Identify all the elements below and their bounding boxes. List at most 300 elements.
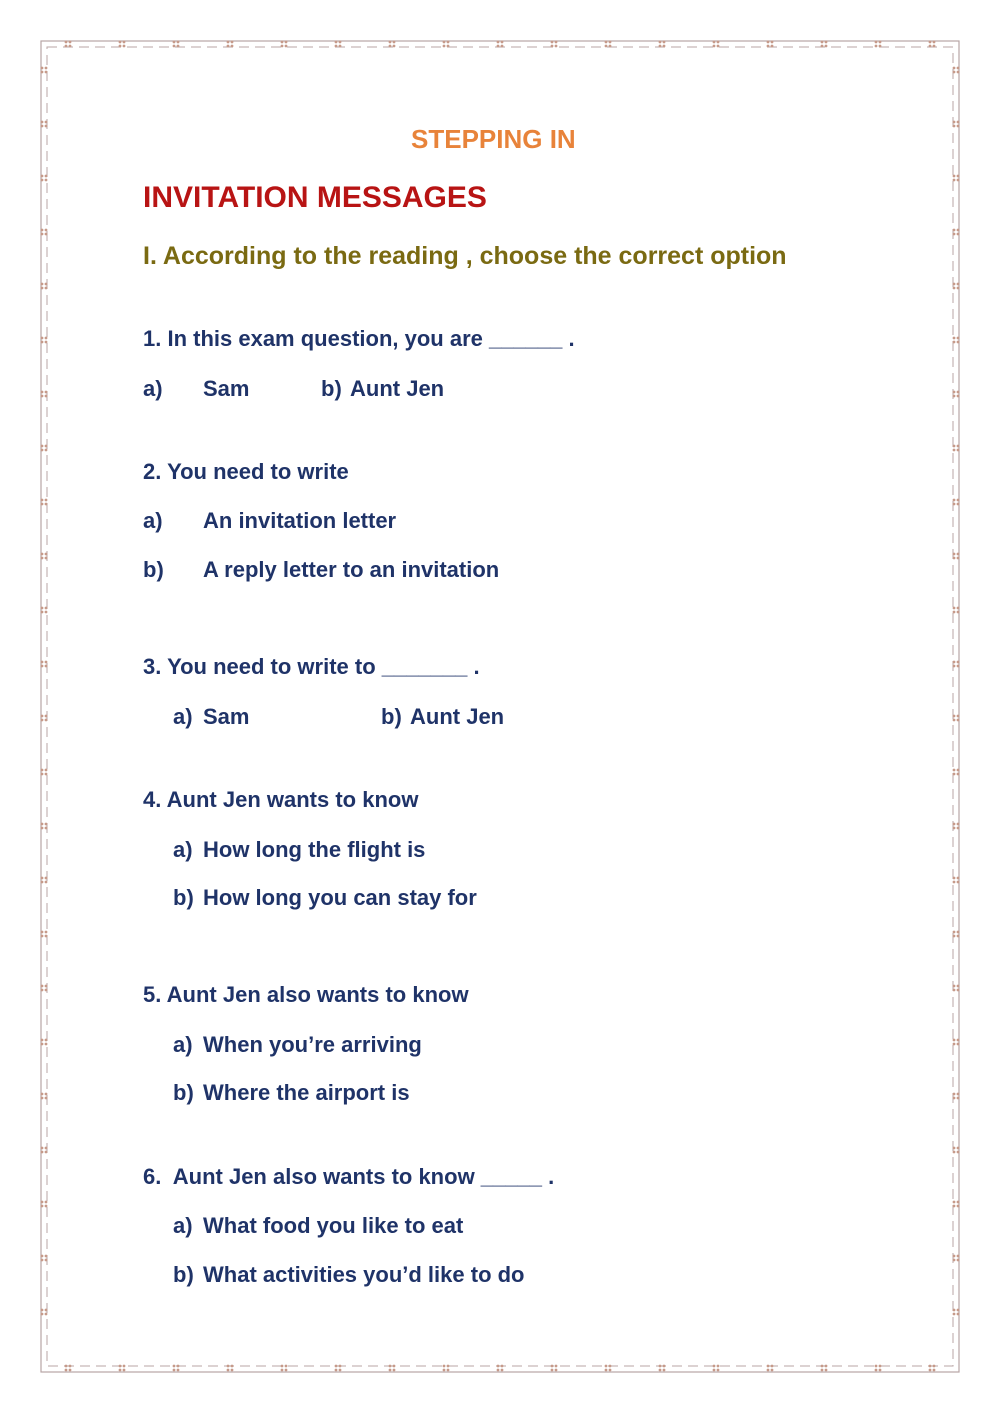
question-2-option-b-label: b): [143, 557, 164, 582]
border-ornament-dot: [497, 1365, 500, 1368]
border-ornament-dot: [389, 41, 392, 44]
border-ornament-dot: [953, 665, 956, 668]
border-ornament-dot: [957, 125, 960, 128]
border-ornament-dot: [953, 1205, 956, 1208]
border-ornament-dot: [41, 769, 44, 772]
border-ornament-dot: [953, 1255, 956, 1258]
border-ornament-dot: [393, 1369, 396, 1372]
border-ornament-dot: [659, 45, 662, 48]
border-ornament-dot: [45, 665, 48, 668]
border-ornament-dot: [957, 1093, 960, 1096]
question-3-option-b-text[interactable]: Aunt Jen: [410, 704, 505, 729]
border-ornament-dot: [713, 45, 716, 48]
border-ornament-dot: [957, 665, 960, 668]
border-ornament-dot: [717, 1369, 720, 1372]
border-ornament-dot: [281, 1369, 284, 1372]
border-ornament-dot: [771, 1369, 774, 1372]
border-ornament-dot: [551, 1369, 554, 1372]
border-ornament-dot: [335, 1369, 338, 1372]
border-ornament-dot: [957, 121, 960, 124]
border-ornament-dot: [953, 391, 956, 394]
border-ornament-dot: [957, 881, 960, 884]
border-ornament-dot: [497, 41, 500, 44]
border-ornament-dot: [177, 41, 180, 44]
border-ornament-dot: [953, 1151, 956, 1154]
border-ornament-dot: [767, 1365, 770, 1368]
border-ornament-dot: [879, 1369, 882, 1372]
border-ornament-dot: [953, 287, 956, 290]
border-ornament-dot: [41, 445, 44, 448]
border-ornament-dot: [953, 503, 956, 506]
question-4-option-b-text[interactable]: How long you can stay for: [203, 885, 477, 910]
border-ornament-dot: [41, 607, 44, 610]
border-ornament-dot: [957, 823, 960, 826]
border-ornament-dot: [173, 1369, 176, 1372]
border-ornament-dot: [957, 1147, 960, 1150]
border-ornament-dot: [875, 45, 878, 48]
border-ornament-dot: [41, 719, 44, 722]
border-ornament-dot: [41, 877, 44, 880]
border-ornament-dot: [953, 827, 956, 830]
border-ornament-dot: [767, 1369, 770, 1372]
border-ornament-dot: [119, 45, 122, 48]
border-ornament-dot: [173, 45, 176, 48]
border-ornament-dot: [957, 1097, 960, 1100]
border-ornament-dot: [45, 337, 48, 340]
border-ornament-dot: [605, 41, 608, 44]
border-ornament-dot: [953, 773, 956, 776]
question-6-option-b-label: b): [173, 1262, 194, 1287]
border-ornament-dot: [953, 337, 956, 340]
border-ornament-dot: [41, 175, 44, 178]
border-ornament-dot: [45, 1039, 48, 1042]
border-ornament-dot: [41, 1205, 44, 1208]
border-ornament-dot: [41, 283, 44, 286]
border-ornament-dot: [953, 1147, 956, 1150]
border-ornament-dot: [41, 1255, 44, 1258]
border-ornament-dot: [659, 1365, 662, 1368]
border-ornament-dot: [45, 1201, 48, 1204]
border-ornament-dot: [119, 41, 122, 44]
border-ornament-dot: [879, 45, 882, 48]
border-ornament-dot: [555, 41, 558, 44]
border-ornament-dot: [69, 1369, 72, 1372]
border-ornament-dot: [45, 67, 48, 70]
border-ornament-dot: [953, 125, 956, 128]
border-ornament-dot: [953, 341, 956, 344]
border-ornament-dot: [41, 503, 44, 506]
border-ornament-dot: [339, 45, 342, 48]
border-ornament-dot: [447, 45, 450, 48]
border-ornament-dot: [41, 827, 44, 830]
border-ornament-dot: [953, 1039, 956, 1042]
border-ornament-dot: [933, 1365, 936, 1368]
border-ornament-dot: [953, 179, 956, 182]
border-ornament-dot: [957, 229, 960, 232]
border-ornament-dot: [501, 45, 504, 48]
border-ornament-dot: [953, 229, 956, 232]
border-ornament-dot: [123, 1365, 126, 1368]
border-ornament-dot: [45, 1309, 48, 1312]
border-ornament-dot: [957, 71, 960, 74]
border-ornament-dot: [953, 881, 956, 884]
border-ornament-dot: [555, 1365, 558, 1368]
border-ornament-dot: [929, 1369, 932, 1372]
border-ornament-dot: [953, 1043, 956, 1046]
question-2-stem: 2. You need to write: [143, 459, 349, 484]
border-ornament-dot: [41, 395, 44, 398]
border-ornament-dot: [825, 1369, 828, 1372]
border-ornament-dot: [957, 827, 960, 830]
border-ornament-dot: [45, 607, 48, 610]
border-ornament-dot: [41, 557, 44, 560]
border-ornament-dot: [65, 45, 68, 48]
page-title: INVITATION MESSAGES: [143, 181, 487, 214]
border-ornament-dot: [69, 41, 72, 44]
instruction-heading: I. According to the reading , choose the correct option: [143, 242, 787, 270]
border-ornament-dot: [957, 769, 960, 772]
border-ornament-dot: [41, 229, 44, 232]
border-ornament-dot: [45, 283, 48, 286]
border-ornament-dot: [953, 661, 956, 664]
border-ornament-dot: [41, 1313, 44, 1316]
border-ornament-dot: [41, 1093, 44, 1096]
border-ornament-dot: [957, 341, 960, 344]
border-ornament-dot: [933, 1369, 936, 1372]
border-ornament-dot: [173, 1365, 176, 1368]
border-ornament-dot: [41, 287, 44, 290]
border-ornament-dot: [41, 935, 44, 938]
border-ornament-dot: [953, 719, 956, 722]
border-ornament-dot: [663, 45, 666, 48]
border-ornament-dot: [953, 607, 956, 610]
border-ornament-dot: [953, 985, 956, 988]
border-ornament-dot: [825, 1365, 828, 1368]
border-ornament-dot: [957, 553, 960, 556]
border-ornament-dot: [957, 931, 960, 934]
border-ornament-dot: [957, 445, 960, 448]
border-ornament-dot: [231, 1365, 234, 1368]
border-ornament-dot: [231, 1369, 234, 1372]
border-ornament-dot: [957, 661, 960, 664]
border-ornament-dot: [953, 1259, 956, 1262]
question-5-option-b-text[interactable]: Where the airport is: [203, 1080, 410, 1105]
border-ornament-dot: [953, 823, 956, 826]
question-6-option-a-label: a): [173, 1213, 193, 1238]
border-ornament-dot: [767, 41, 770, 44]
border-ornament-dot: [551, 1365, 554, 1368]
border-ornament-dot: [393, 41, 396, 44]
border-ornament-dot: [123, 1369, 126, 1372]
question-4-option-a-text[interactable]: How long the flight is: [203, 837, 426, 862]
border-ornament-dot: [335, 1365, 338, 1368]
border-ornament-dot: [609, 45, 612, 48]
border-ornament-dot: [41, 1147, 44, 1150]
border-ornament-dot: [227, 45, 230, 48]
border-ornament-dot: [123, 41, 126, 44]
border-ornament-dot: [497, 45, 500, 48]
border-ornament-dot: [825, 41, 828, 44]
border-ornament-dot: [875, 1369, 878, 1372]
border-ornament-dot: [45, 553, 48, 556]
border-ornament-dot: [335, 45, 338, 48]
border-ornament-dot: [339, 1369, 342, 1372]
border-ornament-dot: [953, 611, 956, 614]
border-ornament-dot: [933, 41, 936, 44]
question-6-option-b-text[interactable]: What activities you’d like to do: [203, 1262, 525, 1287]
question-5-stem: 5. Aunt Jen also wants to know: [143, 982, 469, 1007]
border-ornament-dot: [45, 827, 48, 830]
border-ornament-dot: [41, 1043, 44, 1046]
border-ornament-dot: [953, 283, 956, 286]
border-ornament-dot: [821, 41, 824, 44]
border-ornament-dot: [45, 881, 48, 884]
border-ornament-dot: [389, 45, 392, 48]
border-ornament-dot: [953, 1313, 956, 1316]
border-ornament-dot: [45, 557, 48, 560]
border-ornament-dot: [497, 1369, 500, 1372]
border-ornament-dot: [953, 233, 956, 236]
border-ornament-dot: [41, 121, 44, 124]
border-ornament-dot: [41, 125, 44, 128]
border-ornament-dot: [339, 41, 342, 44]
border-ornament-dot: [929, 45, 932, 48]
border-ornament-dot: [821, 1365, 824, 1368]
border-ornament-dot: [659, 41, 662, 44]
border-ornament-dot: [65, 41, 68, 44]
question-3-option-b-label: b): [381, 704, 402, 729]
border-ornament-dot: [953, 715, 956, 718]
border-ornament-dot: [953, 71, 956, 74]
question-2-option-b-text[interactable]: A reply letter to an invitation: [203, 557, 500, 582]
border-ornament-dot: [41, 661, 44, 664]
border-ornament-dot: [953, 989, 956, 992]
border-ornament-dot: [393, 45, 396, 48]
border-ornament-dot: [69, 45, 72, 48]
border-ornament-dot: [957, 449, 960, 452]
border-ornament-dot: [231, 41, 234, 44]
border-ornament-dot: [957, 391, 960, 394]
border-ornament-dot: [953, 395, 956, 398]
border-ornament-dot: [957, 499, 960, 502]
border-ornament-dot: [45, 449, 48, 452]
border-ornament-dot: [231, 45, 234, 48]
border-ornament-dot: [551, 41, 554, 44]
border-ornament-dot: [45, 391, 48, 394]
border-ornament-dot: [281, 45, 284, 48]
border-ornament-dot: [957, 67, 960, 70]
page-kicker: STEPPING IN: [411, 124, 576, 154]
border-ornament-dot: [45, 121, 48, 124]
border-ornament-dot: [957, 935, 960, 938]
border-ornament-dot: [45, 175, 48, 178]
border-ornament-dot: [45, 715, 48, 718]
question-4-option-b-label: b): [173, 885, 194, 910]
border-ornament-dot: [41, 1259, 44, 1262]
border-ornament-dot: [555, 45, 558, 48]
border-ornament-dot: [957, 1259, 960, 1262]
border-ornament-dot: [45, 985, 48, 988]
border-ornament-dot: [957, 1043, 960, 1046]
border-ornament-dot: [957, 283, 960, 286]
border-ornament-dot: [953, 557, 956, 560]
border-ornament-dot: [41, 391, 44, 394]
border-ornament-dot: [609, 41, 612, 44]
border-ornament-dot: [45, 769, 48, 772]
border-ornament-dot: [41, 665, 44, 668]
question-2-option-a-label: a): [143, 508, 163, 533]
border-ornament-dot: [879, 41, 882, 44]
border-ornament-dot: [501, 41, 504, 44]
border-ornament-dot: [957, 985, 960, 988]
border-ornament-dot: [605, 1369, 608, 1372]
border-ornament-dot: [45, 719, 48, 722]
border-ornament-dot: [957, 877, 960, 880]
border-ornament-dot: [45, 445, 48, 448]
question-1-option-b-text[interactable]: Aunt Jen: [350, 376, 445, 401]
border-ornament-dot: [875, 41, 878, 44]
border-ornament-dot: [41, 773, 44, 776]
border-ornament-dot: [771, 41, 774, 44]
border-ornament-dot: [41, 823, 44, 826]
border-ornament-dot: [957, 607, 960, 610]
border-ornament-dot: [41, 611, 44, 614]
border-ornament-dot: [953, 499, 956, 502]
border-ornament-dot: [713, 1369, 716, 1372]
border-ornament-dot: [45, 773, 48, 776]
border-ornament-dot: [45, 931, 48, 934]
question-3-option-a-label: a): [173, 704, 193, 729]
border-ornament-dot: [717, 45, 720, 48]
border-ornament-dot: [713, 41, 716, 44]
border-ornament-dot: [41, 449, 44, 452]
border-ornament-dot: [767, 45, 770, 48]
question-5-option-b-label: b): [173, 1080, 194, 1105]
border-ornament-dot: [41, 989, 44, 992]
border-ornament-dot: [119, 1369, 122, 1372]
border-ornament-dot: [45, 877, 48, 880]
border-ornament-dot: [447, 41, 450, 44]
border-ornament-dot: [953, 935, 956, 938]
border-ornament-dot: [41, 499, 44, 502]
border-ornament-dot: [609, 1369, 612, 1372]
border-ornament-dot: [957, 1309, 960, 1312]
border-ornament-dot: [227, 1369, 230, 1372]
border-ornament-dot: [41, 1151, 44, 1154]
border-ornament-dot: [65, 1365, 68, 1368]
border-ornament-dot: [45, 395, 48, 398]
border-ornament-dot: [957, 337, 960, 340]
border-ornament-dot: [953, 931, 956, 934]
border-ornament-dot: [45, 1097, 48, 1100]
border-ornament-dot: [875, 1365, 878, 1368]
question-4-option-a-label: a): [173, 837, 193, 862]
border-ornament-dot: [953, 769, 956, 772]
border-ornament-dot: [119, 1365, 122, 1368]
border-ornament-dot: [957, 611, 960, 614]
border-ornament-dot: [45, 1313, 48, 1316]
border-ornament-dot: [45, 1093, 48, 1096]
question-3-option-a-text[interactable]: Sam: [203, 704, 250, 729]
question-5-option-a-text[interactable]: When you’re arriving: [203, 1032, 422, 1057]
border-ornament-dot: [879, 1365, 882, 1368]
border-ornament-dot: [45, 1147, 48, 1150]
border-ornament-dot: [389, 1369, 392, 1372]
border-ornament-dot: [41, 233, 44, 236]
question-1-option-a-text[interactable]: Sam: [203, 376, 250, 401]
border-ornament-dot: [177, 1369, 180, 1372]
border-ornament-dot: [443, 45, 446, 48]
question-1-stem: 1. In this exam question, you are ______ .: [143, 326, 575, 351]
border-ornament-dot: [45, 1151, 48, 1154]
border-ornament-dot: [957, 989, 960, 992]
border-ornament-dot: [285, 45, 288, 48]
border-ornament-dot: [443, 41, 446, 44]
border-ornament-dot: [41, 337, 44, 340]
border-ornament-dot: [605, 1365, 608, 1368]
border-ornament-dot: [45, 233, 48, 236]
border-ornament-dot: [45, 341, 48, 344]
border-ornament-dot: [717, 41, 720, 44]
question-5-option-a-label: a): [173, 1032, 193, 1057]
border-ornament-dot: [821, 1369, 824, 1372]
border-ornament-dot: [713, 1365, 716, 1368]
border-ornament-dot: [41, 1201, 44, 1204]
border-ornament-dot: [281, 1365, 284, 1368]
border-ornament-dot: [41, 715, 44, 718]
border-ornament-dot: [45, 1205, 48, 1208]
question-2-option-a-text[interactable]: An invitation letter: [203, 508, 397, 533]
border-ornament-dot: [501, 1369, 504, 1372]
border-ornament-dot: [957, 179, 960, 182]
border-ornament-dot: [609, 1365, 612, 1368]
border-ornament-dot: [389, 1365, 392, 1368]
border-ornament-dot: [825, 45, 828, 48]
border-ornament-dot: [555, 1369, 558, 1372]
border-ornament-dot: [957, 233, 960, 236]
border-ornament-dot: [501, 1365, 504, 1368]
border-ornament-dot: [953, 1097, 956, 1100]
border-ornament-dot: [41, 881, 44, 884]
border-ornament-dot: [393, 1365, 396, 1368]
border-ornament-dot: [953, 175, 956, 178]
border-ornament-dot: [45, 229, 48, 232]
border-ornament-dot: [41, 985, 44, 988]
border-ornament-dot: [41, 179, 44, 182]
border-ornament-dot: [173, 41, 176, 44]
question-6-stem: 6. Aunt Jen also wants to know _____ .: [143, 1164, 555, 1189]
question-6-option-a-text[interactable]: What food you like to eat: [203, 1213, 464, 1238]
border-ornament-dot: [123, 45, 126, 48]
border-ornament-dot: [41, 931, 44, 934]
border-ornament-dot: [957, 1201, 960, 1204]
border-ornament-dot: [177, 1365, 180, 1368]
question-1-option-a-label: a): [143, 376, 163, 401]
border-ornament-dot: [227, 41, 230, 44]
border-ornament-dot: [69, 1365, 72, 1368]
border-ornament-dot: [551, 45, 554, 48]
border-ornament-dot: [957, 1205, 960, 1208]
question-4-stem: 4. Aunt Jen wants to know: [143, 787, 419, 812]
border-ornament-dot: [957, 715, 960, 718]
border-ornament-dot: [45, 71, 48, 74]
border-ornament-dot: [953, 121, 956, 124]
border-ornament-dot: [41, 341, 44, 344]
border-ornament-dot: [957, 1039, 960, 1042]
border-ornament-dot: [957, 719, 960, 722]
border-ornament-dot: [957, 1313, 960, 1316]
border-ornament-dot: [443, 1365, 446, 1368]
